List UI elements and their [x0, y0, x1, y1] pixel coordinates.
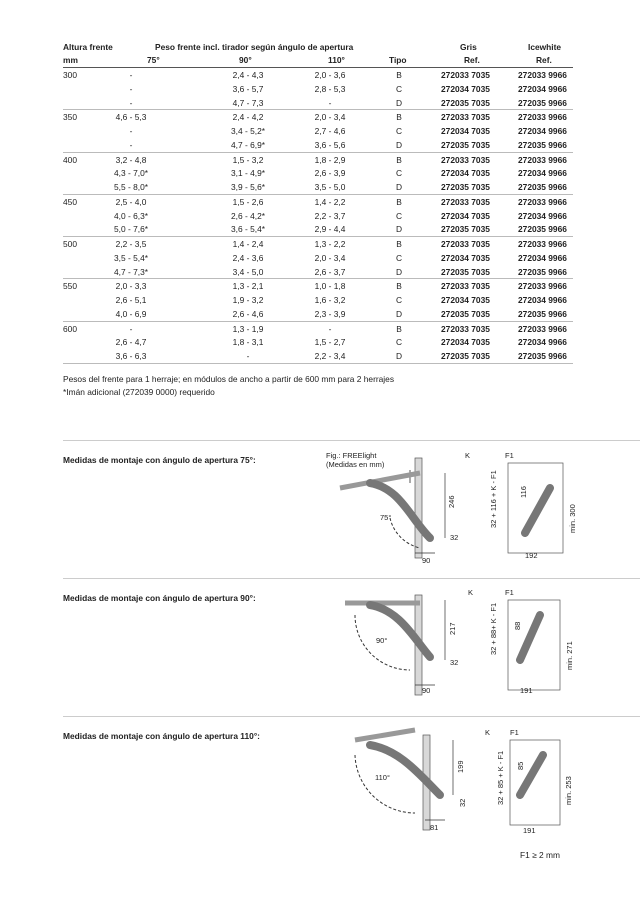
cell-90: 1,8 - 3,1	[232, 337, 264, 348]
cell-gris-ref: 272034 7035	[441, 83, 490, 94]
cell-75: 2,0 - 3,3	[115, 281, 147, 292]
cell-gris-ref: 272034 7035	[441, 337, 490, 348]
cell-gris-ref: 272033 7035	[441, 281, 490, 292]
table-group	[63, 279, 573, 321]
cell-tipo: B	[396, 323, 402, 334]
cell-90: 3,6 - 5,7	[232, 83, 264, 94]
label-f1: F1	[510, 728, 519, 737]
table-group	[63, 110, 573, 152]
cell-75: 4,6 - 5,3	[115, 112, 147, 123]
cell-75: 3,5 - 5,4*	[114, 252, 148, 263]
cell-110: -	[328, 97, 332, 108]
cell-gris-ref: 272033 7035	[441, 112, 490, 123]
header-gris: Gris	[460, 42, 477, 52]
cell-75: 4,3 - 7,0*	[114, 168, 148, 179]
table-row	[63, 209, 573, 223]
cell-75: 4,0 - 6,3*	[114, 210, 148, 221]
cell-tipo: B	[396, 70, 402, 80]
cell-gris-ref: 272033 7035	[441, 196, 490, 207]
cell-110: 2,0 - 3,4	[314, 112, 346, 123]
cell-90: 4,7 - 7,3	[232, 97, 264, 108]
cell-75: 2,2 - 3,5	[115, 239, 147, 249]
cell-75: 2,6 - 4,7	[115, 337, 147, 348]
dim-width: 191	[520, 686, 533, 695]
cell-75: 3,2 - 4,8	[115, 154, 147, 165]
cell-tipo: D	[395, 351, 403, 361]
cell-tipo: C	[395, 210, 403, 221]
cell-110: 1,3 - 2,2	[314, 239, 346, 249]
cell-90: 3,1 - 4,9*	[231, 168, 265, 179]
table-row	[63, 293, 573, 307]
diagram-110	[345, 725, 590, 845]
cell-75: 5,5 - 8,0*	[114, 182, 148, 192]
cell-gris-ref: 272034 7035	[441, 252, 490, 263]
cell-icewhite-ref: 272033 9966	[518, 323, 567, 334]
cell-90: 3,4 - 5,2*	[231, 126, 265, 136]
header-icewhite: Icewhite	[528, 42, 562, 52]
diagram-90	[340, 585, 590, 710]
table-row	[63, 279, 573, 293]
dim-32: 32	[450, 658, 459, 667]
section-title-90: Medidas de montaje con ángulo de apertura 90°:	[63, 593, 256, 603]
header-weight-group: Peso frente incl. tirador según ángulo de apertura	[155, 42, 354, 52]
cell-icewhite-ref: 272034 9966	[518, 252, 567, 263]
table-row	[63, 124, 573, 138]
cell-90: 2,6 - 4,6	[232, 308, 264, 319]
table-row	[63, 222, 573, 236]
height-cell: 500	[63, 239, 77, 249]
cell-gris-ref: 272033 7035	[441, 239, 490, 249]
cell-icewhite-ref: 272033 9966	[518, 239, 567, 249]
header-90: 90°	[239, 55, 252, 65]
table-row	[63, 195, 573, 209]
section-title-75: Medidas de montaje con ángulo de apertura 75°:	[63, 455, 256, 465]
table-group	[63, 68, 573, 110]
cell-icewhite-ref: 272034 9966	[518, 168, 567, 179]
cell-110: 1,5 - 2,7	[314, 337, 346, 348]
header-gris-ref: Ref.	[464, 55, 480, 65]
cell-gris-ref: 272034 7035	[441, 295, 490, 305]
header-white-ref: Ref.	[536, 55, 552, 65]
side-view-arm	[525, 488, 550, 533]
dim-inner: 88	[513, 621, 522, 630]
angle-label: 110°	[375, 773, 390, 782]
height-cell: 450	[63, 196, 77, 207]
cell-tipo: D	[395, 308, 403, 319]
label-f1: F1	[505, 588, 514, 597]
cell-110: 2,2 - 3,4	[314, 351, 346, 361]
cell-icewhite-ref: 272035 9966	[518, 224, 567, 235]
cell-75: -	[129, 83, 133, 94]
table-group	[63, 322, 573, 364]
cell-110: 2,8 - 5,3	[314, 83, 346, 94]
cell-110: 3,6 - 5,6	[314, 139, 346, 150]
f1-note: F1 ≥ 2 mm	[520, 850, 560, 860]
table-row	[63, 237, 573, 251]
cell-tipo: B	[396, 239, 402, 249]
table-row	[63, 265, 573, 279]
label-k: K	[465, 451, 471, 460]
cell-75: -	[129, 97, 133, 108]
height-cell: 550	[63, 281, 77, 292]
cell-tipo: C	[395, 126, 403, 136]
cell-90: 1,3 - 1,9	[232, 323, 264, 334]
table-row	[63, 138, 573, 152]
cell-110: 2,0 - 3,4	[314, 252, 346, 263]
cell-110: 2,2 - 3,7	[314, 210, 346, 221]
cell-icewhite-ref: 272035 9966	[518, 139, 567, 150]
cell-tipo: B	[396, 154, 402, 165]
dim-formula: 32 + 85 + K - F1	[496, 750, 505, 805]
cell-gris-ref: 272035 7035	[441, 182, 490, 192]
cell-tipo: D	[395, 224, 403, 235]
header-mm: mm	[63, 55, 78, 65]
table-row	[63, 307, 573, 321]
cell-tipo: B	[396, 281, 402, 292]
cell-75: 5,0 - 7,6*	[114, 224, 148, 235]
side-view-cabinet	[510, 740, 560, 825]
cell-icewhite-ref: 272035 9966	[518, 97, 567, 108]
dim-front: 90	[422, 686, 431, 695]
header-tipo: Tipo	[389, 55, 407, 65]
cell-75: 2,6 - 5,1	[115, 295, 147, 305]
cell-110: 1,6 - 3,2	[314, 295, 346, 305]
cell-110: 2,3 - 3,9	[314, 308, 346, 319]
cell-tipo: B	[396, 196, 402, 207]
header-110: 110°	[328, 55, 345, 65]
cell-90: 2,6 - 4,2*	[231, 210, 265, 221]
table-row	[63, 349, 573, 363]
dim-vertical: 246	[447, 495, 456, 508]
table-group	[63, 195, 573, 237]
table-row	[63, 153, 573, 167]
cell-75: 4,0 - 6,9	[115, 308, 147, 319]
angle-label: 75°	[380, 513, 392, 522]
cell-75: 3,6 - 6,3	[115, 351, 147, 361]
cell-75: -	[129, 70, 133, 80]
cell-gris-ref: 272033 7035	[441, 70, 490, 80]
cell-90: 3,6 - 5,4*	[231, 224, 265, 235]
fig-caption-1: Fig.: FREElight	[326, 451, 377, 460]
table-header-row-2	[63, 53, 573, 68]
header-75: 75°	[147, 55, 160, 65]
cell-icewhite-ref: 272035 9966	[518, 308, 567, 319]
cell-gris-ref: 272035 7035	[441, 224, 490, 235]
height-cell: 350	[63, 112, 77, 123]
side-view-cabinet	[508, 600, 560, 690]
table-row	[63, 322, 573, 336]
dim-32: 32	[458, 798, 467, 807]
table-group	[63, 153, 573, 195]
dim-min: min. 253	[564, 776, 573, 805]
table-row	[63, 110, 573, 124]
cell-icewhite-ref: 272035 9966	[518, 266, 567, 277]
cell-icewhite-ref: 272033 9966	[518, 70, 567, 80]
cell-90: 1,5 - 2,6	[232, 196, 264, 207]
table-header-row-1	[63, 40, 573, 53]
cell-75: -	[129, 139, 133, 150]
cell-75: -	[129, 323, 133, 334]
label-k: K	[485, 728, 491, 737]
dim-front: 81	[430, 823, 439, 832]
table-row	[63, 180, 573, 194]
note-line-1: Pesos del frente para 1 herraje; en módulos de ancho a partir de 600 mm para 2 herrajes	[63, 374, 395, 384]
table-row	[63, 166, 573, 180]
height-cell: 600	[63, 323, 77, 334]
cell-110: 3,5 - 5,0	[314, 182, 346, 192]
cell-tipo: D	[395, 97, 403, 108]
height-cell: 400	[63, 154, 77, 165]
cell-110: 1,8 - 2,9	[314, 154, 346, 165]
cell-gris-ref: 272035 7035	[441, 139, 490, 150]
side-view-arm	[520, 755, 543, 795]
cell-tipo: D	[395, 266, 403, 277]
cell-icewhite-ref: 272033 9966	[518, 112, 567, 123]
weight-table	[63, 40, 573, 364]
dim-formula: 32 + 116 + K - F1	[489, 470, 498, 528]
table-row	[63, 335, 573, 349]
cell-tipo: C	[395, 252, 403, 263]
cell-gris-ref: 272034 7035	[441, 210, 490, 221]
table-row	[63, 82, 573, 96]
angle-label: 90°	[376, 636, 388, 645]
cell-75: -	[129, 126, 133, 136]
dim-front: 90	[422, 556, 431, 565]
cell-tipo: C	[395, 83, 403, 94]
cell-tipo: D	[395, 182, 403, 192]
cell-icewhite-ref: 272034 9966	[518, 210, 567, 221]
dim-inner: 116	[519, 486, 528, 498]
cell-tipo: C	[395, 337, 403, 348]
cell-tipo: C	[395, 168, 403, 179]
cell-icewhite-ref: 272034 9966	[518, 83, 567, 94]
front-panel	[355, 730, 415, 740]
cell-icewhite-ref: 272035 9966	[518, 351, 567, 361]
cell-icewhite-ref: 272033 9966	[518, 154, 567, 165]
cell-gris-ref: 272033 7035	[441, 154, 490, 165]
cell-icewhite-ref: 272035 9966	[518, 182, 567, 192]
cell-90: 3,9 - 5,6*	[231, 182, 265, 192]
cell-gris-ref: 272035 7035	[441, 351, 490, 361]
side-view-arm	[520, 615, 540, 660]
cell-90: 1,3 - 2,1	[232, 281, 264, 292]
cell-90: 4,7 - 6,9*	[231, 139, 265, 150]
cell-icewhite-ref: 272034 9966	[518, 337, 567, 348]
table-row	[63, 68, 573, 82]
cell-tipo: C	[395, 295, 403, 305]
cell-gris-ref: 272034 7035	[441, 168, 490, 179]
table-body	[63, 68, 573, 364]
cell-110: 2,7 - 4,6	[314, 126, 346, 136]
dim-width: 192	[525, 551, 538, 560]
cell-gris-ref: 272034 7035	[441, 126, 490, 136]
dim-inner: 85	[516, 761, 525, 770]
dim-min: min. 300	[568, 504, 577, 533]
table-notes	[63, 373, 394, 399]
cell-90: 2,4 - 4,2	[232, 112, 264, 123]
cell-110: 2,9 - 4,4	[314, 224, 346, 235]
note-line-2: *Imán adicional (272039 0000) requerido	[63, 387, 215, 397]
cell-icewhite-ref: 272033 9966	[518, 196, 567, 207]
cell-90: 2,4 - 4,3	[232, 70, 264, 80]
header-height: Altura frente	[63, 42, 113, 52]
dim-vertical: 217	[448, 622, 457, 635]
cell-gris-ref: 272035 7035	[441, 308, 490, 319]
diagram-75	[320, 448, 590, 573]
cell-90: 3,4 - 5,0	[232, 266, 264, 277]
table-row	[63, 251, 573, 265]
cell-110: 1,4 - 2,2	[314, 196, 346, 207]
cell-gris-ref: 272035 7035	[441, 266, 490, 277]
section-title-110: Medidas de montaje con ángulo de apertura 110°:	[63, 731, 260, 741]
table-group	[63, 237, 573, 279]
cell-gris-ref: 272033 7035	[441, 323, 490, 334]
cell-icewhite-ref: 272034 9966	[518, 295, 567, 305]
cell-90: 1,9 - 3,2	[232, 295, 264, 305]
label-f1: F1	[505, 451, 514, 460]
label-k: K	[468, 588, 474, 597]
cell-90: 1,4 - 2,4	[232, 239, 264, 249]
dim-32: 32	[450, 533, 459, 542]
dim-width: 191	[523, 826, 536, 835]
cell-110: 2,6 - 3,9	[314, 168, 346, 179]
cell-90: 1,5 - 3,2	[232, 154, 264, 165]
cell-75: 2,5 - 4,0	[115, 196, 147, 207]
table-row	[63, 96, 573, 110]
cell-icewhite-ref: 272034 9966	[518, 126, 567, 136]
cell-90: -	[246, 351, 250, 361]
cell-icewhite-ref: 272033 9966	[518, 281, 567, 292]
cell-110: 1,0 - 1,8	[314, 281, 346, 292]
cell-gris-ref: 272035 7035	[441, 97, 490, 108]
cell-75: 4,7 - 7,3*	[114, 266, 148, 277]
cell-tipo: D	[395, 139, 403, 150]
fig-caption-2: (Medidas en mm)	[326, 460, 385, 469]
dim-min: min. 271	[565, 641, 574, 670]
dim-vertical: 199	[456, 760, 465, 773]
dim-formula: 32 + 88+ K - F1	[489, 602, 498, 655]
cell-110: 2,6 - 3,7	[314, 266, 346, 277]
cell-tipo: B	[396, 112, 402, 123]
cell-110: 2,0 - 3,6	[314, 70, 346, 80]
cell-90: 2,4 - 3,6	[232, 252, 264, 263]
height-cell: 300	[63, 70, 77, 80]
cell-110: -	[328, 323, 332, 334]
